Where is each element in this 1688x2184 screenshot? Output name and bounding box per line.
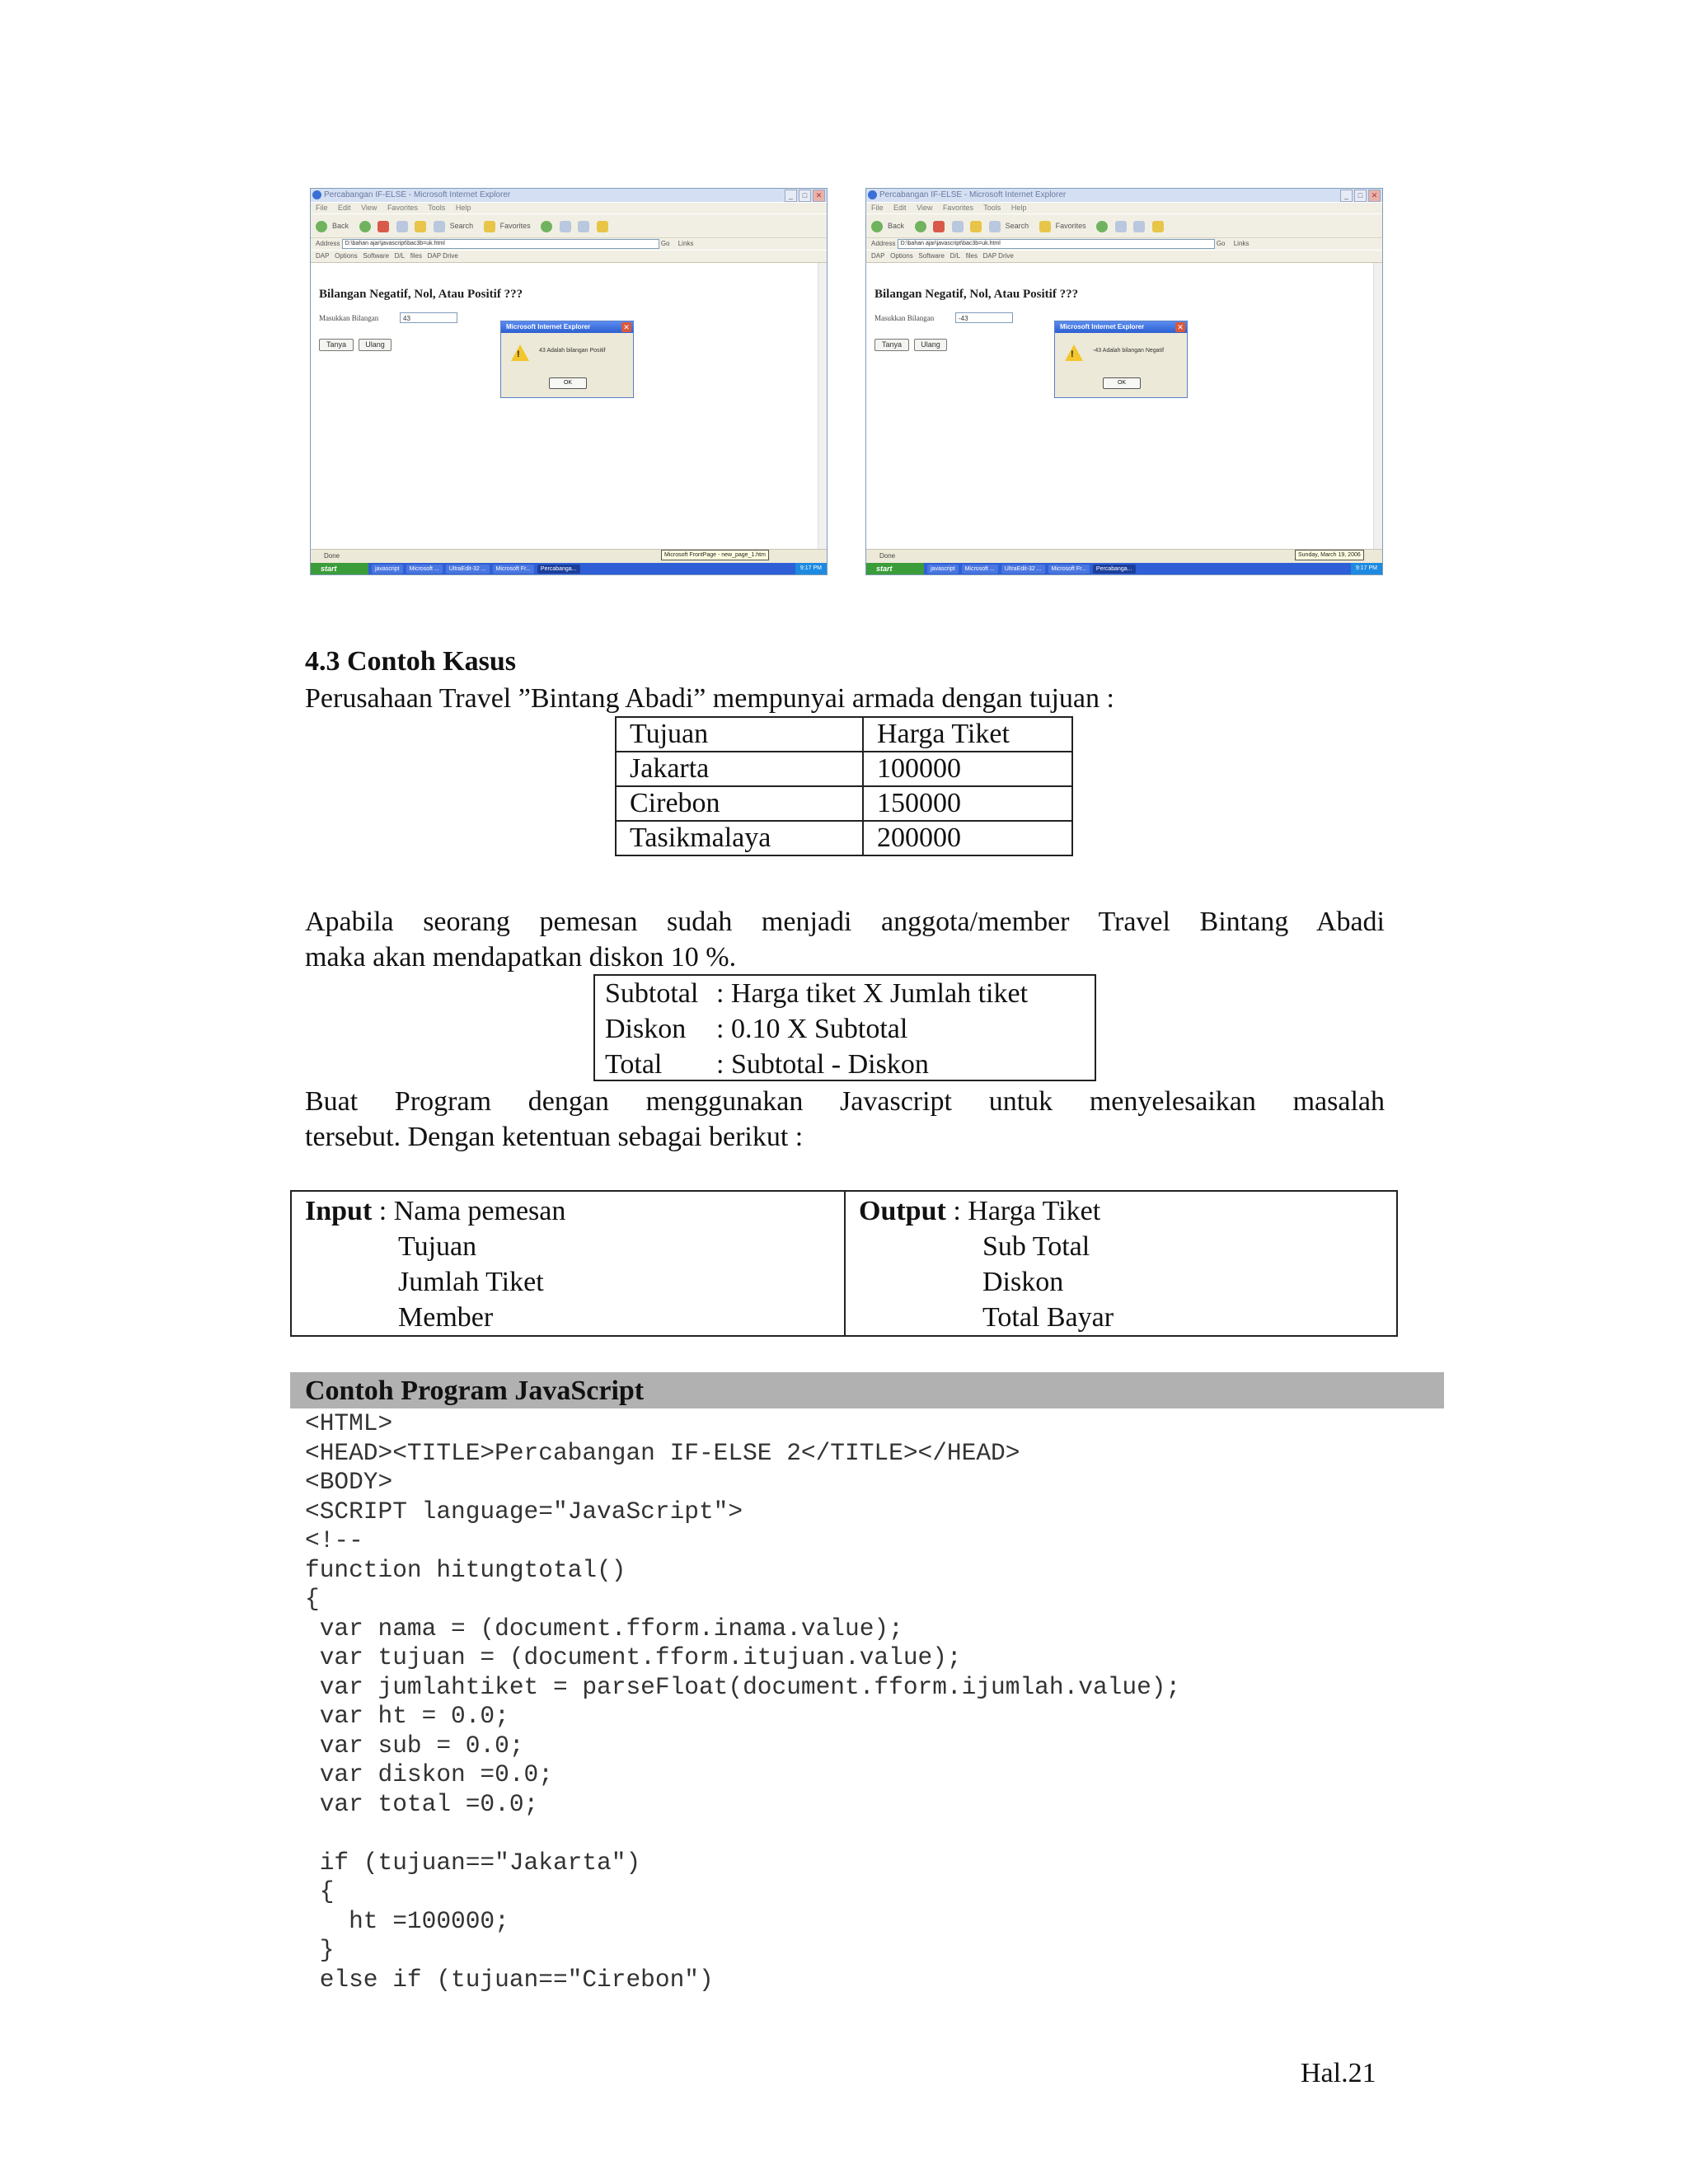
output-column: Output : Harga Tiket Sub Total Diskon Total Bayar — [859, 1193, 1114, 1335]
taskbar-tooltip: Microsoft FrontPage - new_page_1.htm — [661, 550, 769, 560]
code-heading: Contoh Program JavaScript — [305, 1376, 645, 1406]
taskbar-clock: 9:17 PM — [1351, 563, 1382, 574]
links-bar — [866, 251, 1382, 263]
menu-help[interactable]: Help — [1010, 204, 1027, 212]
warning-icon — [511, 344, 529, 361]
print-icon[interactable] — [1133, 221, 1145, 232]
link-dap[interactable]: DAP — [316, 252, 330, 260]
minimize-icon[interactable]: _ — [785, 190, 797, 202]
forward-icon[interactable] — [359, 221, 371, 232]
address-bar: Address D:\bahan ajar\javascript\bac3b=uk.html Go Links — [866, 238, 1382, 250]
formula-row: Subtotal : Harga tiket X Jumlah tiket — [605, 978, 1029, 1009]
ie-window-positive — [310, 188, 828, 575]
task-ultraedit[interactable]: UltraEdit-32 ... — [446, 565, 490, 574]
task-frontpage[interactable]: Microsoft Fr... — [1048, 565, 1090, 574]
table-cell: Tasikmalaya — [616, 821, 863, 855]
menu-view[interactable]: View — [917, 204, 933, 212]
close-icon[interactable]: ✕ — [813, 190, 825, 202]
alert-dialog: Microsoft Internet Explorer ✕ ! 43 Adalah bilangan Positif OK — [500, 321, 634, 398]
address-input[interactable]: D:\bahan ajar\javascript\bac3b=uk.html — [898, 239, 1215, 249]
menu-tools[interactable]: Tools — [983, 204, 1001, 212]
task-text-line1: Buat Program dengan menggunakan Javascript untuk menyelesaikan masalah — [305, 1086, 1385, 1117]
ulang-button[interactable]: Ulang — [359, 339, 392, 351]
warning-icon — [1065, 344, 1083, 361]
ulang-button[interactable]: Ulang — [914, 339, 947, 351]
formula-box — [593, 974, 1096, 1081]
menubar — [866, 203, 1382, 213]
link-dap-drive[interactable]: DAP Drive — [427, 252, 458, 260]
table-row — [616, 752, 1072, 786]
address-input[interactable]: D:\bahan ajar\javascript\bac3b=uk.html — [342, 239, 659, 249]
list-item: Diskon — [982, 1267, 1064, 1297]
input-label: Masukkan Bilangan — [874, 314, 935, 322]
folder-icon[interactable] — [597, 221, 608, 232]
table-header-cell: Tujuan — [616, 717, 863, 752]
member-text-line1: Apabila seorang pemesan sudah menjadi anggota/member Travel Bintang Abadi — [305, 907, 1385, 937]
link-dl[interactable]: D/L — [950, 252, 961, 260]
link-dap[interactable]: DAP — [871, 252, 885, 260]
start-button[interactable]: start — [311, 563, 368, 574]
task-text-line2: tersebut. Dengan ketentuan sebagai berikut : — [305, 1122, 804, 1152]
status-text: Done — [879, 552, 896, 560]
dialog-close-icon[interactable]: ✕ — [1175, 322, 1185, 332]
menu-tools[interactable]: Tools — [428, 204, 446, 212]
back-button[interactable]: Back — [888, 222, 905, 230]
ie-logo-icon — [312, 190, 321, 199]
member-text-line2: maka akan mendapatkan diskon 10 %. — [305, 942, 737, 972]
stop-icon[interactable] — [933, 221, 945, 232]
input-label: Input — [305, 1196, 373, 1226]
menu-file[interactable]: File — [871, 204, 884, 212]
search-button[interactable]: Search — [449, 222, 474, 230]
page-heading: Bilangan Negatif, Nol, Atau Positif ??? — [319, 288, 523, 301]
price-table — [615, 716, 1073, 856]
io-box — [290, 1190, 1398, 1337]
task-frontpage[interactable]: Microsoft Fr... — [493, 565, 534, 574]
maximize-icon[interactable]: □ — [799, 190, 811, 202]
link-dap-drive[interactable]: DAP Drive — [982, 252, 1014, 260]
history-icon[interactable] — [541, 221, 552, 232]
section-heading: 4.3 Contoh Kasus — [305, 646, 517, 677]
list-item: Jumlah Tiket — [398, 1267, 544, 1297]
refresh-icon[interactable] — [952, 221, 964, 232]
scrollbar[interactable] — [818, 263, 827, 550]
number-input[interactable]: -43 — [955, 312, 1013, 323]
back-icon[interactable] — [316, 221, 327, 232]
taskbar — [866, 563, 1382, 574]
table-header-cell: Harga Tiket — [863, 717, 1072, 752]
menu-edit[interactable]: Edit — [893, 204, 907, 212]
history-icon[interactable] — [1096, 221, 1108, 232]
dialog-message: -43 Adalah bilangan Negatif — [1093, 348, 1165, 354]
link-files[interactable]: files — [410, 252, 422, 260]
window-controls — [785, 190, 825, 202]
stop-icon[interactable] — [377, 221, 389, 232]
taskbar-clock: 9:17 PM — [795, 563, 827, 574]
window-controls — [1340, 190, 1381, 202]
maximize-icon[interactable]: □ — [1354, 190, 1367, 202]
home-icon[interactable] — [415, 221, 426, 232]
mail-icon[interactable] — [560, 221, 571, 232]
search-button[interactable]: Search — [1005, 222, 1029, 230]
mail-icon[interactable] — [1115, 221, 1127, 232]
forward-icon[interactable] — [915, 221, 926, 232]
folder-icon[interactable] — [1152, 221, 1164, 232]
menu-edit[interactable]: Edit — [338, 204, 351, 212]
close-icon[interactable]: ✕ — [1368, 190, 1381, 202]
dialog-title: Microsoft Internet Explorer — [1055, 321, 1187, 333]
code-listing: <HTML> <HEAD><TITLE>Percabangan IF-ELSE 2</TITLE></HEAD> <BODY> <SCRIPT language="JavaScript"> <!-- function hitungtotal() { var nama = (document.fform.inama.value); var tujuan = (document.fform.itujuan.value); var jumlahtiket = parseFloat(document.fform.ijumlah.value); var ht = 0.0; var sub = 0.0; var diskon =0.0; var total =0.0; if (tujuan=="Jakarta") { ht =100000; } else if (tujuan=="Cirebon") — [305, 1409, 1181, 1994]
link-options[interactable]: Options — [335, 252, 358, 260]
table-cell: 200000 — [863, 821, 1072, 855]
input-label: Masukkan Bilangan — [319, 314, 379, 322]
ie-titlebar: Percabangan IF-ELSE - Microsoft Internet Explorer _ □ ✕ — [311, 189, 827, 202]
formula-row: Diskon : 0.10 X Subtotal — [605, 1014, 908, 1044]
task-percabangan[interactable]: Percabanga... — [1093, 565, 1136, 574]
link-dl[interactable]: D/L — [394, 252, 406, 260]
clock-tooltip: Sunday, March 19, 2006 — [1295, 550, 1364, 560]
link-files[interactable]: files — [965, 252, 978, 260]
dialog-ok-button[interactable]: OK — [549, 377, 587, 389]
list-item: Member — [398, 1302, 494, 1333]
search-icon[interactable] — [989, 221, 1001, 232]
link-software[interactable]: Software — [918, 252, 945, 260]
table-cell: Cirebon — [616, 786, 863, 821]
tanya-button[interactable]: Tanya — [874, 339, 909, 351]
menu-file[interactable]: File — [316, 204, 328, 212]
page-heading: Bilangan Negatif, Nol, Atau Positif ??? — [874, 288, 1079, 301]
search-icon[interactable] — [434, 221, 445, 232]
page-content — [311, 263, 818, 550]
code-heading-bar — [290, 1372, 1444, 1408]
task-percabangan[interactable]: Percabanga... — [537, 565, 580, 574]
menu-favorites[interactable]: Favorites — [387, 204, 418, 212]
favorites-icon[interactable] — [484, 221, 495, 232]
menu-help[interactable]: Help — [455, 204, 471, 212]
favorites-button[interactable]: Favorites — [1055, 222, 1086, 230]
toolbar — [866, 214, 1382, 238]
list-item: Total Bayar — [982, 1302, 1114, 1333]
go-button[interactable]: Go — [1216, 240, 1226, 247]
print-icon[interactable] — [578, 221, 589, 232]
link-software[interactable]: Software — [363, 252, 389, 260]
table-header-row — [616, 717, 1072, 752]
table-row — [616, 786, 1072, 821]
ie-titlebar: Percabangan IF-ELSE - Microsoft Internet Explorer _ □ ✕ — [866, 189, 1382, 202]
alert-dialog: Microsoft Internet Explorer ✕ ! -43 Adalah bilangan Negatif OK — [1054, 321, 1188, 398]
link-options[interactable]: Options — [890, 252, 913, 260]
table-cell: Jakarta — [616, 752, 863, 786]
table-row — [616, 821, 1072, 855]
list-item: Tujuan — [398, 1231, 477, 1262]
menubar — [311, 203, 827, 213]
address-bar: Address D:\bahan ajar\javascript\bac3b=uk.html Go Links — [311, 238, 827, 250]
io-divider — [844, 1192, 846, 1335]
home-icon[interactable] — [970, 221, 982, 232]
scrollbar[interactable] — [1373, 263, 1382, 550]
links-bar — [311, 251, 827, 263]
task-word[interactable]: Microsoft ... — [962, 565, 998, 574]
task-word[interactable]: Microsoft ... — [406, 565, 443, 574]
refresh-icon[interactable] — [396, 221, 408, 232]
ie-window-negative — [865, 188, 1383, 575]
back-button[interactable]: Back — [332, 222, 349, 230]
dialog-close-icon[interactable]: ✕ — [621, 322, 631, 332]
favorites-icon[interactable] — [1039, 221, 1051, 232]
page-number: Hal.21 — [1301, 2058, 1376, 2088]
formula-row: Total : Subtotal - Diskon — [605, 1049, 929, 1080]
links-label[interactable]: Links — [1233, 240, 1250, 247]
table-cell: 150000 — [863, 786, 1072, 821]
toolbar — [311, 214, 827, 238]
table-cell: 100000 — [863, 752, 1072, 786]
number-input[interactable]: 43 — [400, 312, 457, 323]
task-ultraedit[interactable]: UltraEdit-32 ... — [1001, 565, 1045, 574]
minimize-icon[interactable]: _ — [1340, 190, 1353, 202]
favorites-button[interactable]: Favorites — [499, 222, 531, 230]
dialog-message: 43 Adalah bilangan Positif — [539, 348, 606, 354]
tanya-button[interactable]: Tanya — [319, 339, 354, 351]
output-label: Output — [859, 1196, 946, 1226]
start-button[interactable]: start — [866, 563, 924, 574]
back-icon[interactable] — [871, 221, 883, 232]
dialog-title: Microsoft Internet Explorer — [501, 321, 633, 333]
menu-favorites[interactable]: Favorites — [942, 204, 973, 212]
go-button[interactable]: Go — [660, 240, 670, 247]
intro-text: Perusahaan Travel ”Bintang Abadi” mempunyai armada dengan tujuan : — [305, 683, 1114, 714]
dialog-ok-button[interactable]: OK — [1103, 377, 1141, 389]
menu-view[interactable]: View — [361, 204, 377, 212]
task-javascript[interactable]: javascript — [927, 565, 959, 574]
links-label[interactable]: Links — [678, 240, 694, 247]
status-text: Done — [324, 552, 340, 560]
list-item: Sub Total — [982, 1231, 1090, 1262]
input-column: Input : Nama pemesan Tujuan Jumlah Tiket Member — [305, 1193, 565, 1335]
ie-logo-icon — [868, 190, 877, 199]
taskbar — [311, 563, 827, 574]
task-javascript[interactable]: javascript — [372, 565, 403, 574]
page-content — [866, 263, 1374, 550]
